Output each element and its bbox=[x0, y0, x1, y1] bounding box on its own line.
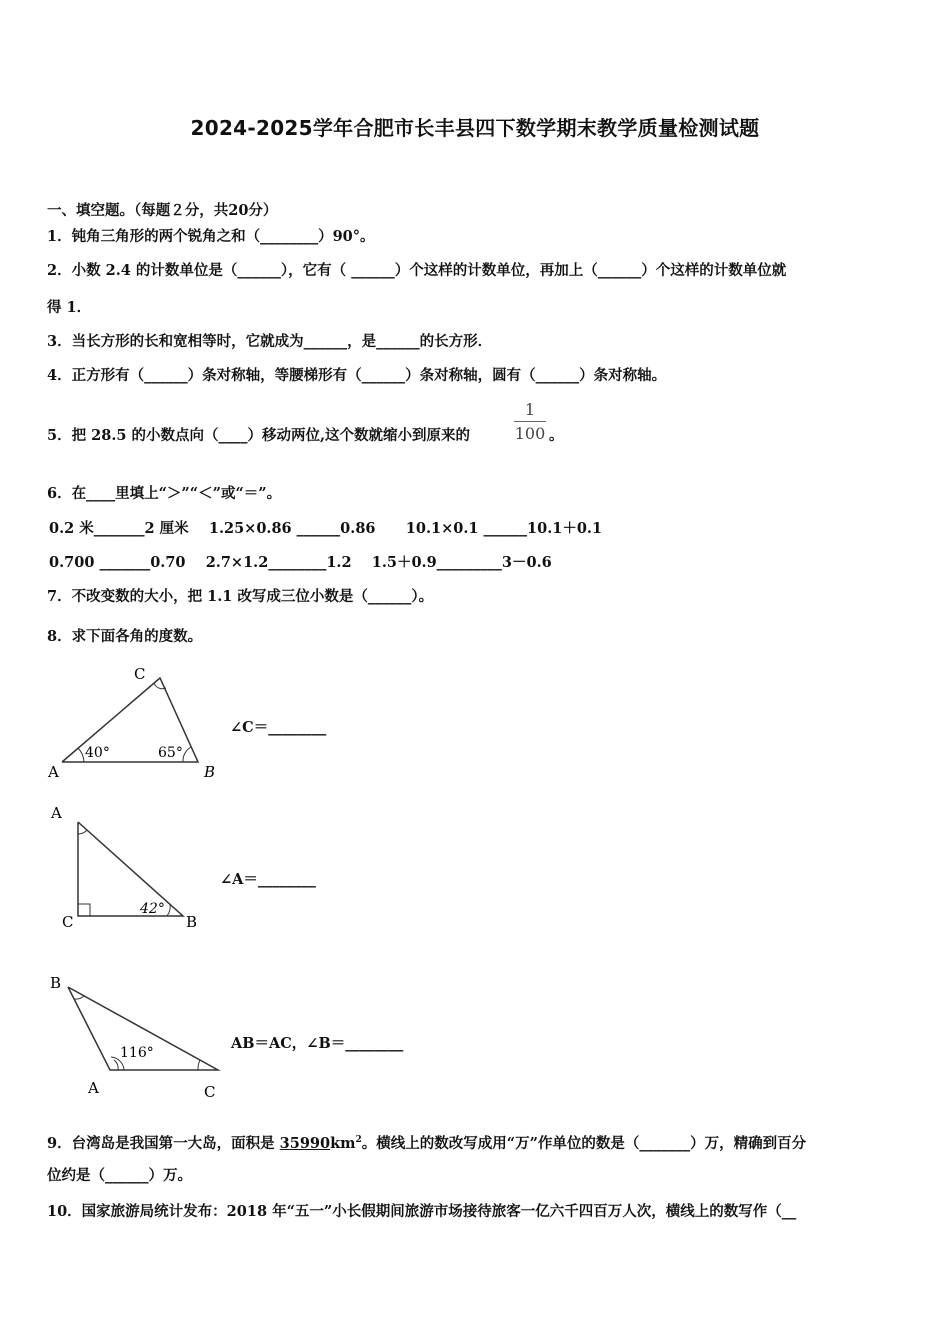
area-unit: km bbox=[330, 1134, 356, 1152]
triangle-figure-3 bbox=[40, 965, 230, 1105]
question-9-line1 bbox=[47, 1130, 806, 1154]
angle-label-a: 40° bbox=[85, 745, 110, 761]
vertex-label-b: B bbox=[204, 763, 216, 781]
question-9-line2: 位约是（______）万。 bbox=[47, 1167, 192, 1184]
question-6-row-1: 0.2 米_______2 厘米 1.25×0.86 ______0.86 10.1×0.1 ______10.1＋0.1 bbox=[49, 520, 603, 537]
question-5-text: 5．把 28.5 的小数点向（____）移动两位,这个数就缩小到原来的 bbox=[47, 427, 471, 444]
question-5-end: 。 bbox=[549, 427, 564, 444]
angle-label-b: 42° bbox=[140, 901, 165, 917]
vertex-label-b: B bbox=[186, 913, 198, 931]
question-6-row-2: 0.700 _______0.70 2.7×1.2________1.2 1.5＋0.9_________3－0.6 bbox=[49, 554, 552, 571]
triangle-figure-1 bbox=[40, 660, 240, 785]
question-1: 1．钝角三角形的两个锐角之和（________）90°。 bbox=[47, 228, 375, 245]
triangle-figure-2 bbox=[40, 800, 220, 935]
angle-label-b: 65° bbox=[158, 745, 183, 761]
question-10: 10．国家旅游局统计发布：2018 年“五一”小长假期间旅游市场接待旅客一亿六千四百万人次，横线上的数写作（__ bbox=[47, 1203, 797, 1220]
angle-label-a: 116° bbox=[120, 1045, 154, 1061]
vertex-label-a: A bbox=[88, 1079, 99, 1097]
question-4: 4．正方形有（______）条对称轴，等腰梯形有（______）条对称轴，圆有（______）条对称轴。 bbox=[47, 367, 667, 384]
question-2-line2: 得 1． bbox=[47, 299, 92, 316]
section-heading: 一、填空题。（每题２分，共20分） bbox=[47, 202, 278, 219]
question-8: 8．求下面各角的度数。 bbox=[47, 628, 203, 645]
question-7: 7．不改变数的大小，把 1.1 改写成三位小数是（______）。 bbox=[47, 588, 434, 605]
answer-angle-c: ∠C＝________ bbox=[230, 719, 327, 736]
vertex-label-a: A bbox=[51, 804, 62, 822]
vertex-label-c: C bbox=[204, 1083, 216, 1101]
vertex-label-c: C bbox=[134, 665, 146, 683]
question-9-prefix: 9．台湾岛是我国第一大岛，面积是 bbox=[47, 1134, 280, 1152]
fraction-denominator: 100 bbox=[514, 424, 546, 443]
question-6: 6．在____里填上“＞”“＜”或“＝”。 bbox=[47, 485, 282, 502]
page-title: 2024-2025学年合肥市长丰县四下数学期末教学质量检测试题 bbox=[190, 116, 760, 140]
question-3: 3．当长方形的长和宽相等时，它就成为______，是______的长方形． bbox=[47, 333, 493, 350]
vertex-label-b: B bbox=[50, 974, 62, 992]
question-9-suffix: 。横线上的数改写成用“万”作单位的数是（_______）万，精确到百分 bbox=[361, 1134, 807, 1152]
fraction-one-hundredth bbox=[514, 400, 546, 443]
area-unit-exponent: 2 bbox=[355, 1135, 362, 1145]
answer-angle-a: ∠A＝________ bbox=[220, 871, 316, 888]
question-5 bbox=[47, 426, 470, 446]
question-2-line1: 2．小数 2.4 的计数单位是（______），它有（ ______）个这样的计数单位，再加上（______）个这样的计数单位就 bbox=[47, 262, 787, 279]
answer-angle-b: AB＝AC，∠B＝________ bbox=[231, 1035, 404, 1052]
vertex-label-c: C bbox=[62, 913, 74, 931]
vertex-label-a: A bbox=[48, 763, 59, 781]
area-number: 35990 bbox=[279, 1134, 331, 1152]
fraction-numerator: 1 bbox=[524, 400, 536, 419]
